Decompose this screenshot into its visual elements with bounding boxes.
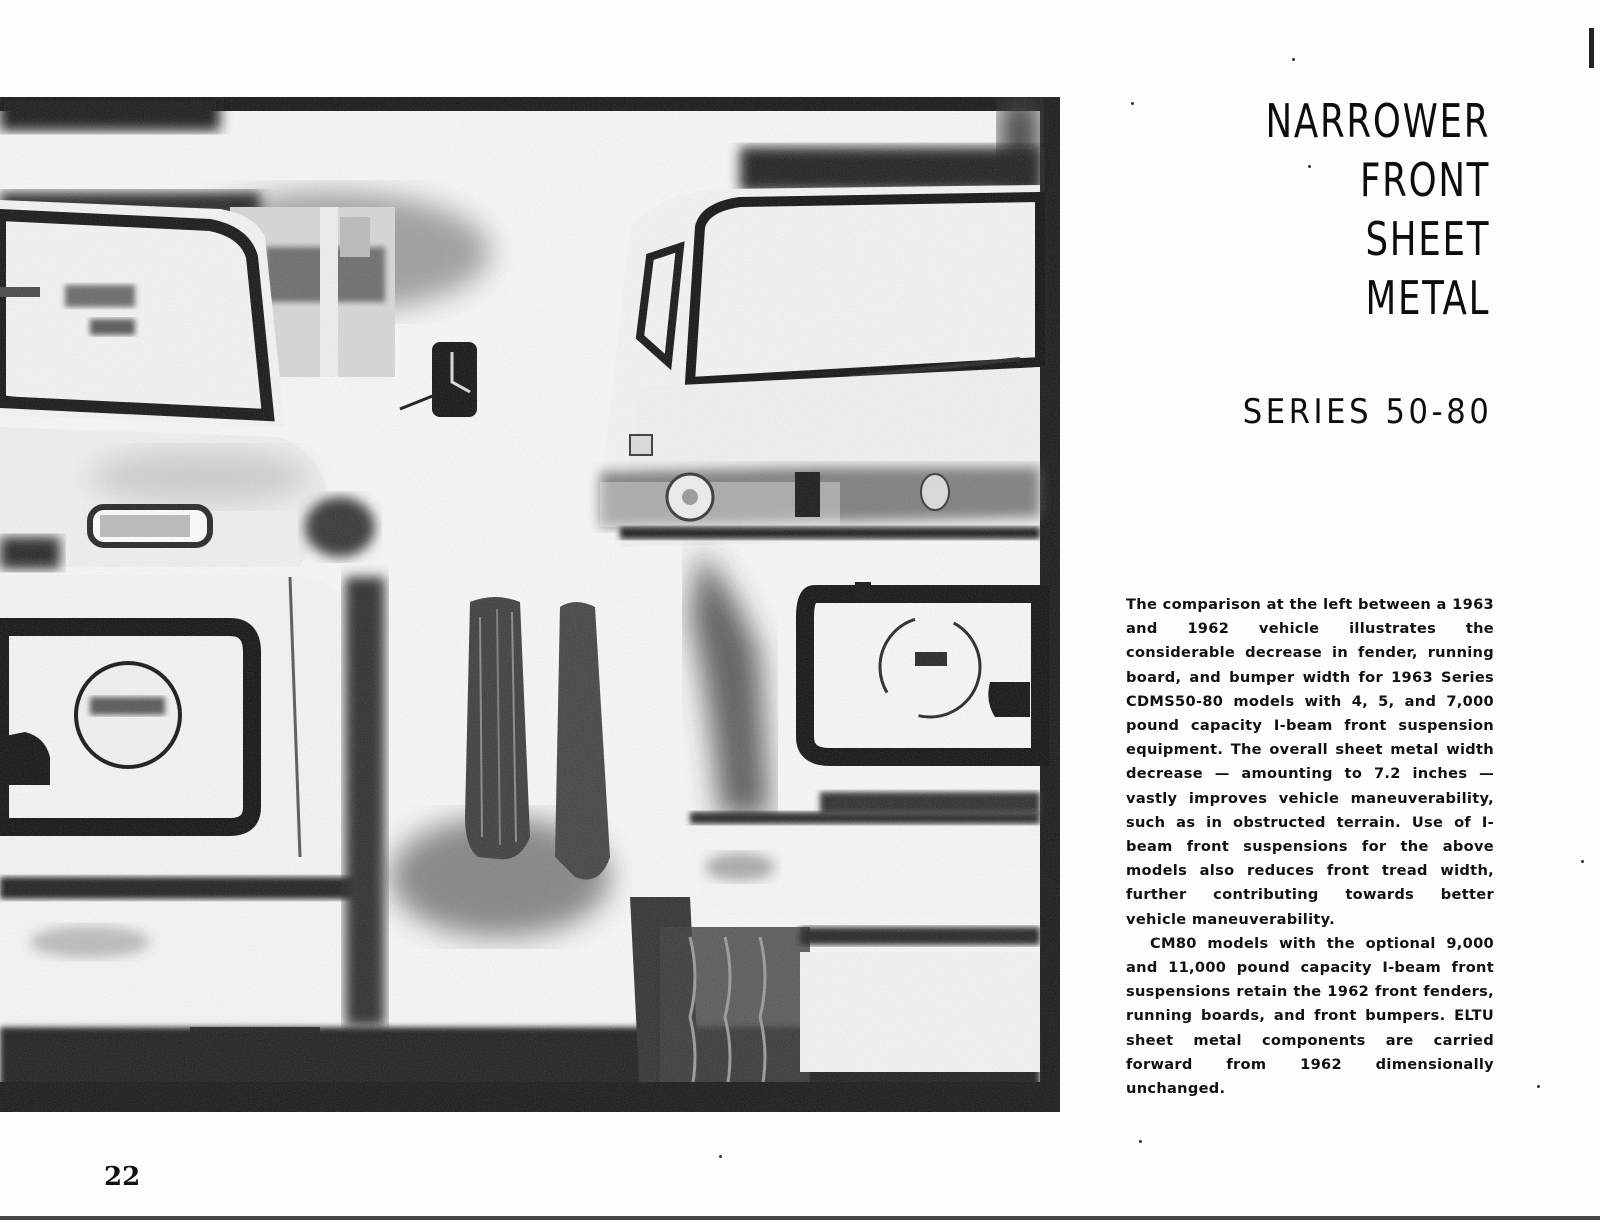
scan-speck <box>1131 102 1134 105</box>
headline-line-1: NARROWER <box>1265 94 1490 148</box>
truck-comparison-photo <box>0 97 1060 1112</box>
page-number: 22 <box>104 1162 141 1192</box>
scan-speck <box>1308 165 1311 168</box>
truck-photo-illustration <box>0 97 1060 1112</box>
scan-speck <box>1292 58 1295 61</box>
page-headline <box>1265 92 1490 328</box>
body-copy <box>1126 593 1494 1101</box>
scan-speck <box>1139 1140 1142 1143</box>
body-paragraph-2: CM80 models with the optional 9,000 and 11,000 pound capacity I-beam front suspensions retain the 1962 front fenders, running boards, and front bumpers. ELTU sheet metal components are carried forward from 1962 dimensionally unchanged. <box>1126 934 1494 1098</box>
scan-speck <box>1581 860 1584 863</box>
headline-line-2: FRONT <box>1359 153 1490 207</box>
scan-speck <box>719 1155 722 1158</box>
scan-speck <box>1537 1085 1540 1088</box>
scan-edge-right <box>1589 28 1594 68</box>
scan-edge-bottom <box>0 1216 1600 1220</box>
headline-line-4: METAL <box>1365 271 1490 325</box>
headline-line-3: SHEET <box>1365 212 1490 266</box>
body-paragraph-1: The comparison at the left between a 1963 and 1962 vehicle illustrates the considerable decrease in fender, running board, and bumper width for 1963 Series CDMS50-80 models with 4, 5, and 7,000 pound capacity I-beam front suspension equipment. The overall sheet metal width decrease — amounting to 7.2 inches — vastly improves vehicle maneuverability, such as in obstructed terrain. Use of I-beam front suspensions for the above models also reduces front tread width, further contributing towards better vehicle maneuverability. <box>1126 596 1494 928</box>
series-subhead: SERIES 50-80 <box>1242 392 1492 432</box>
